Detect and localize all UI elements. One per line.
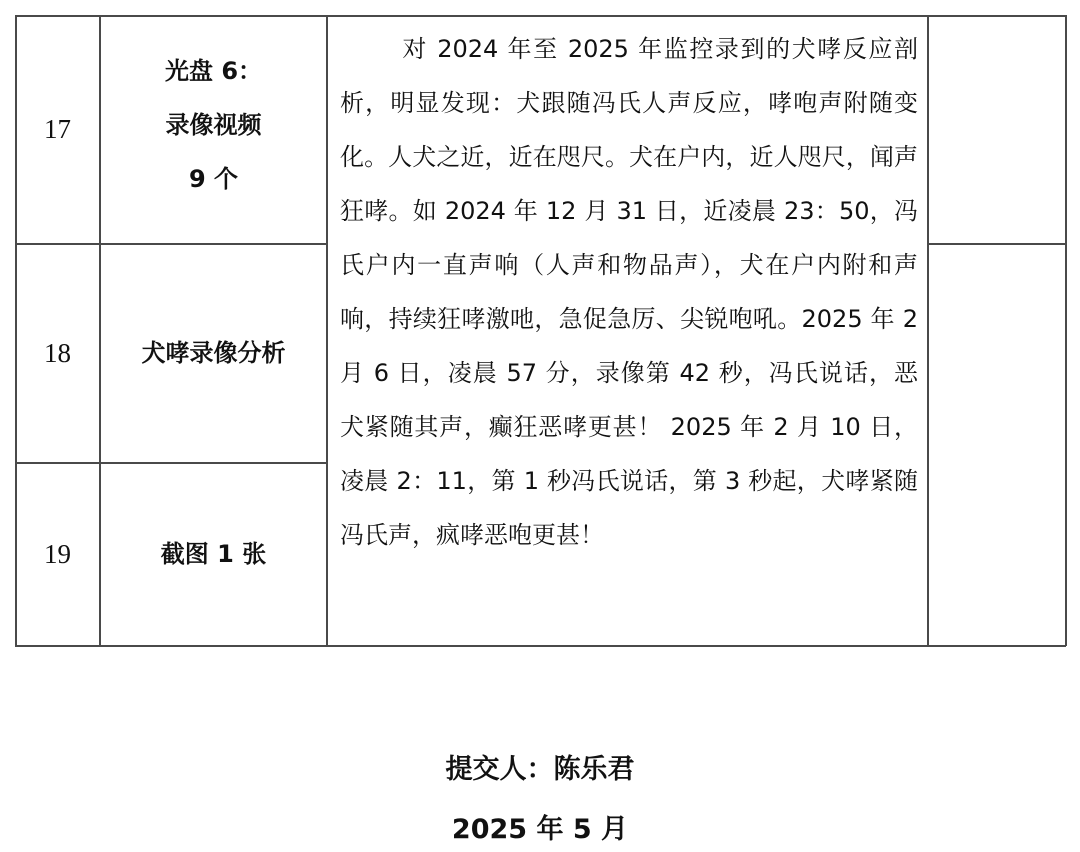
row-number-18: 18: [44, 338, 71, 368]
column-divider-3: [927, 15, 929, 646]
row-divider-17-18-right: [928, 243, 1066, 245]
row-divider-18-19: [15, 462, 327, 464]
row-number-19: 19: [44, 539, 71, 569]
item-line: 犬哮录像分析: [141, 339, 286, 367]
item-cell-19: [100, 527, 327, 581]
description-text: 对 2024 年至 2025 年监控录到的犬哮反应剖析，明显发现：犬跟随冯氏人声反应，哮咆声附随变化。人犬之近，近在咫尺。犬在户内，近人咫尺，闻声狂哮。如 2024 年 12 月 31 日，近凌晨 23：50，冯氏户内一直声响（人声和物品声），犬在户内附和声响，持续狂哮激吔，急促急厉、尖锐咆吼。2025 年 2 月 6 日，凌晨 57 分，录像第 42 秒，冯氏说话，恶犬紧随其声，癫狂恶哮更甚！ 2025 年 2 月 10 日，凌晨 2：11，第 1 秒冯氏说话，第 3 秒起，犬哮紧随冯氏声，疯哮恶咆更甚！: [340, 35, 918, 549]
item-line: 截图 1 张: [160, 540, 267, 568]
description-cell: [340, 22, 918, 562]
item-line: 录像视频: [165, 111, 262, 139]
item-cell-17: [100, 44, 327, 206]
item-cell-18: [100, 326, 327, 380]
row-divider-17-18: [15, 243, 327, 245]
item-line: 光盘 6：: [164, 57, 263, 85]
table-border-top: [15, 15, 1066, 17]
submission-date: 2025 年 5 月: [451, 814, 629, 845]
table-border-right: [1065, 15, 1067, 646]
submitter-line: 提交人：陈乐君: [445, 754, 635, 785]
item-line: 9 个: [188, 165, 239, 193]
table-border-bottom: [15, 645, 1066, 647]
row-number-17: 17: [44, 114, 71, 144]
